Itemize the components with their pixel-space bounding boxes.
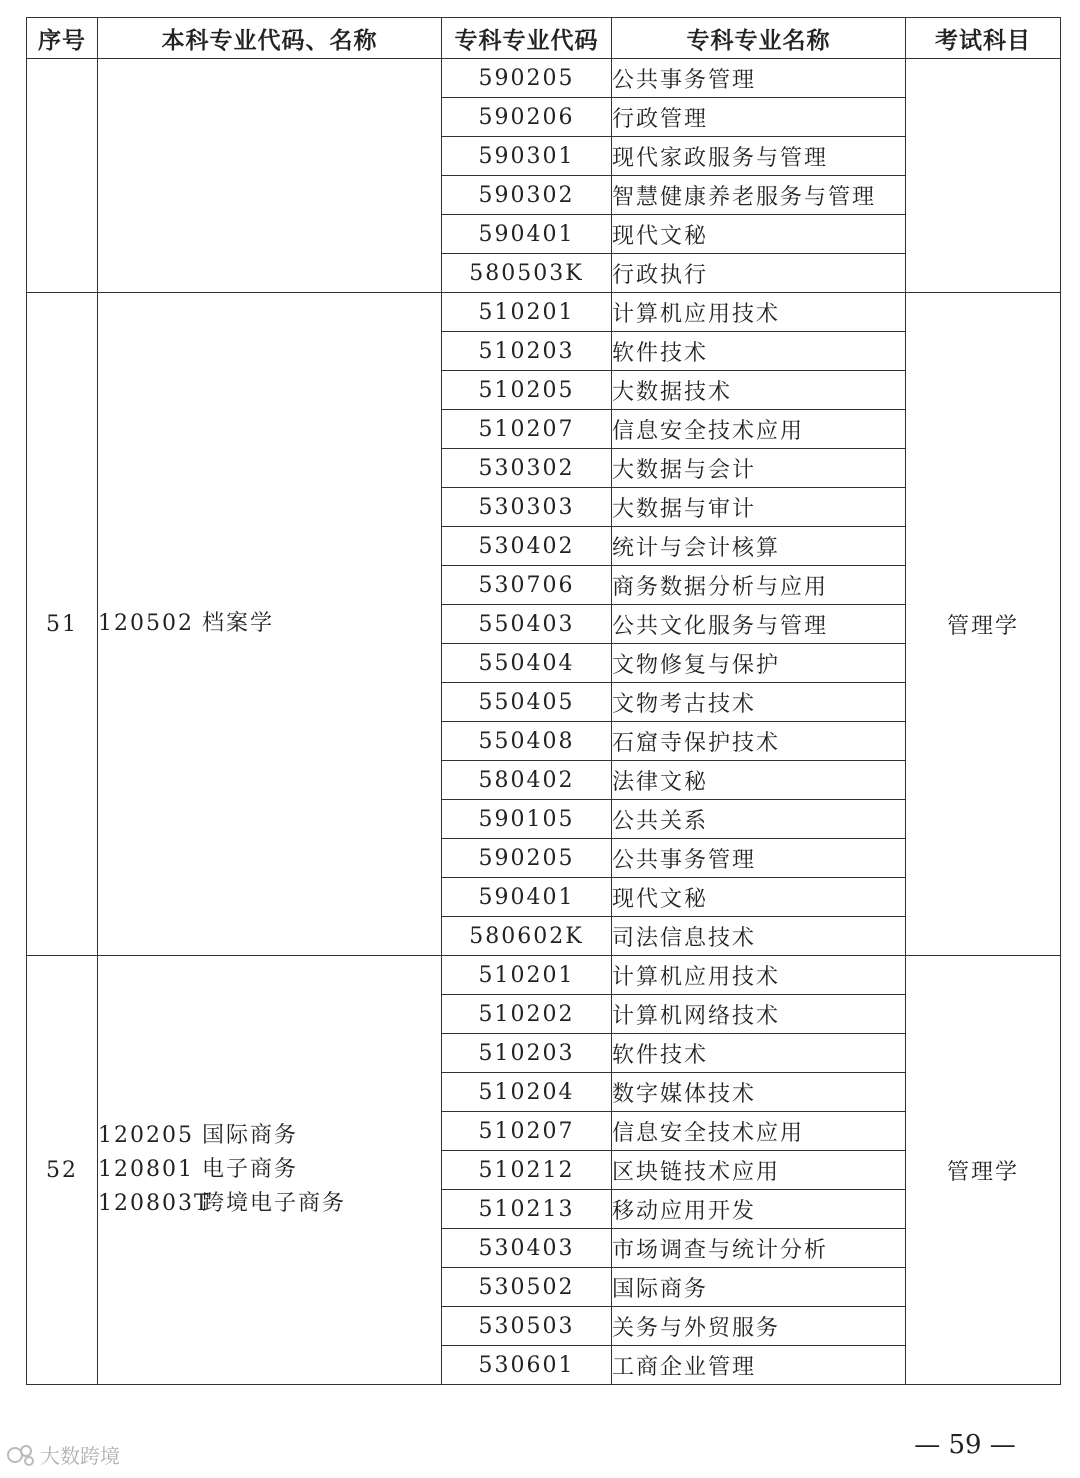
associate-code-cell: 530303	[442, 488, 612, 527]
associate-name-cell: 计算机网络技术	[612, 995, 906, 1034]
associate-code-cell: 530601	[442, 1346, 612, 1385]
associate-name-cell: 区块链技术应用	[612, 1151, 906, 1190]
associate-name-cell: 信息安全技术应用	[612, 410, 906, 449]
seq-cell: 51	[27, 293, 98, 956]
header-bachelor-major: 本科专业代码、名称	[98, 18, 442, 59]
exam-subject-cell	[906, 59, 1061, 293]
associate-name-cell: 信息安全技术应用	[612, 1112, 906, 1151]
exam-subject-cell: 管理学	[906, 956, 1061, 1385]
table-row	[27, 956, 1061, 995]
associate-name-cell: 大数据技术	[612, 371, 906, 410]
associate-code-cell: 530302	[442, 449, 612, 488]
seq-cell	[27, 59, 98, 293]
header-associate-code: 专科专业代码	[442, 18, 612, 59]
associate-code-cell: 510213	[442, 1190, 612, 1229]
bachelor-major-code: 120205	[98, 1123, 194, 1148]
associate-name-cell: 现代家政服务与管理	[612, 137, 906, 176]
associate-code-cell: 590401	[442, 215, 612, 254]
associate-name-cell: 法律文秘	[612, 761, 906, 800]
bachelor-major-line	[98, 1119, 441, 1153]
header-associate-name: 专科专业名称	[612, 18, 906, 59]
associate-name-cell: 工商企业管理	[612, 1346, 906, 1385]
associate-code-cell: 510205	[442, 371, 612, 410]
bachelor-major-cell	[98, 293, 442, 956]
page-number: — 59 —	[914, 1430, 1016, 1460]
table-body	[27, 59, 1061, 1385]
associate-code-cell: 550405	[442, 683, 612, 722]
associate-code-cell: 590205	[442, 59, 612, 98]
associate-code-cell: 550404	[442, 644, 612, 683]
associate-code-cell: 510203	[442, 332, 612, 371]
bachelor-major-name: 跨境电子商务	[202, 1191, 347, 1216]
table-row	[27, 59, 1061, 98]
associate-code-cell: 510207	[442, 410, 612, 449]
associate-name-cell: 司法信息技术	[612, 917, 906, 956]
associate-name-cell: 国际商务	[612, 1268, 906, 1307]
seq-cell: 52	[27, 956, 98, 1385]
associate-name-cell: 商务数据分析与应用	[612, 566, 906, 605]
associate-name-cell: 移动应用开发	[612, 1190, 906, 1229]
associate-code-cell: 580402	[442, 761, 612, 800]
associate-code-cell: 510207	[442, 1112, 612, 1151]
associate-name-cell: 大数据与审计	[612, 488, 906, 527]
associate-name-cell: 软件技术	[612, 332, 906, 371]
associate-name-cell: 行政管理	[612, 98, 906, 137]
associate-name-cell: 现代文秘	[612, 215, 906, 254]
bachelor-major-code: 120803T	[98, 1191, 211, 1216]
table-row	[27, 293, 1061, 332]
exam-subject-cell: 管理学	[906, 293, 1061, 956]
associate-code-cell: 510203	[442, 1034, 612, 1073]
associate-code-cell: 580503K	[442, 254, 612, 293]
associate-code-cell: 510202	[442, 995, 612, 1034]
associate-code-cell: 510201	[442, 956, 612, 995]
associate-name-cell: 石窟寺保护技术	[612, 722, 906, 761]
bachelor-major-name: 电子商务	[202, 1157, 299, 1182]
associate-code-cell: 550403	[442, 605, 612, 644]
associate-name-cell: 软件技术	[612, 1034, 906, 1073]
associate-name-cell: 计算机应用技术	[612, 956, 906, 995]
associate-name-cell: 文物考古技术	[612, 683, 906, 722]
associate-code-cell: 590401	[442, 878, 612, 917]
watermark-text: 大数跨境	[40, 1444, 120, 1468]
associate-code-cell: 590205	[442, 839, 612, 878]
associate-code-cell: 590301	[442, 137, 612, 176]
associate-code-cell: 530706	[442, 566, 612, 605]
associate-name-cell: 计算机应用技术	[612, 293, 906, 332]
bachelor-major-cell	[98, 59, 442, 293]
header-seq: 序号	[27, 18, 98, 59]
bachelor-major-name: 档案学	[202, 611, 275, 636]
associate-code-cell: 530403	[442, 1229, 612, 1268]
associate-code-cell: 590302	[442, 176, 612, 215]
associate-name-cell: 现代文秘	[612, 878, 906, 917]
bachelor-major-cell	[98, 956, 442, 1385]
associate-name-cell: 文物修复与保护	[612, 644, 906, 683]
major-mapping-table	[26, 17, 1061, 1385]
associate-name-cell: 公共关系	[612, 800, 906, 839]
associate-code-cell: 590206	[442, 98, 612, 137]
associate-name-cell: 公共事务管理	[612, 59, 906, 98]
associate-code-cell: 530402	[442, 527, 612, 566]
associate-code-cell: 530502	[442, 1268, 612, 1307]
associate-name-cell: 市场调查与统计分析	[612, 1229, 906, 1268]
associate-code-cell: 590105	[442, 800, 612, 839]
associate-name-cell: 关务与外贸服务	[612, 1307, 906, 1346]
watermark-logo-icon	[6, 1442, 36, 1468]
bachelor-major-code: 120801	[98, 1157, 194, 1182]
associate-name-cell: 智慧健康养老服务与管理	[612, 176, 906, 215]
associate-code-cell: 510201	[442, 293, 612, 332]
bachelor-major-name: 国际商务	[202, 1123, 299, 1148]
associate-code-cell: 530503	[442, 1307, 612, 1346]
associate-code-cell: 510204	[442, 1073, 612, 1112]
bachelor-major-line	[98, 1187, 441, 1221]
bachelor-major-line	[98, 1153, 441, 1187]
associate-code-cell: 580602K	[442, 917, 612, 956]
table-header-row	[27, 18, 1061, 59]
associate-name-cell: 行政执行	[612, 254, 906, 293]
associate-name-cell: 统计与会计核算	[612, 527, 906, 566]
bachelor-major-line	[98, 607, 441, 641]
associate-name-cell: 公共文化服务与管理	[612, 605, 906, 644]
bachelor-major-code: 120502	[98, 611, 194, 636]
associate-name-cell: 大数据与会计	[612, 449, 906, 488]
associate-code-cell: 550408	[442, 722, 612, 761]
associate-name-cell: 数字媒体技术	[612, 1073, 906, 1112]
associate-name-cell: 公共事务管理	[612, 839, 906, 878]
watermark	[6, 1440, 120, 1469]
header-exam-subject: 考试科目	[906, 18, 1061, 59]
associate-code-cell: 510212	[442, 1151, 612, 1190]
